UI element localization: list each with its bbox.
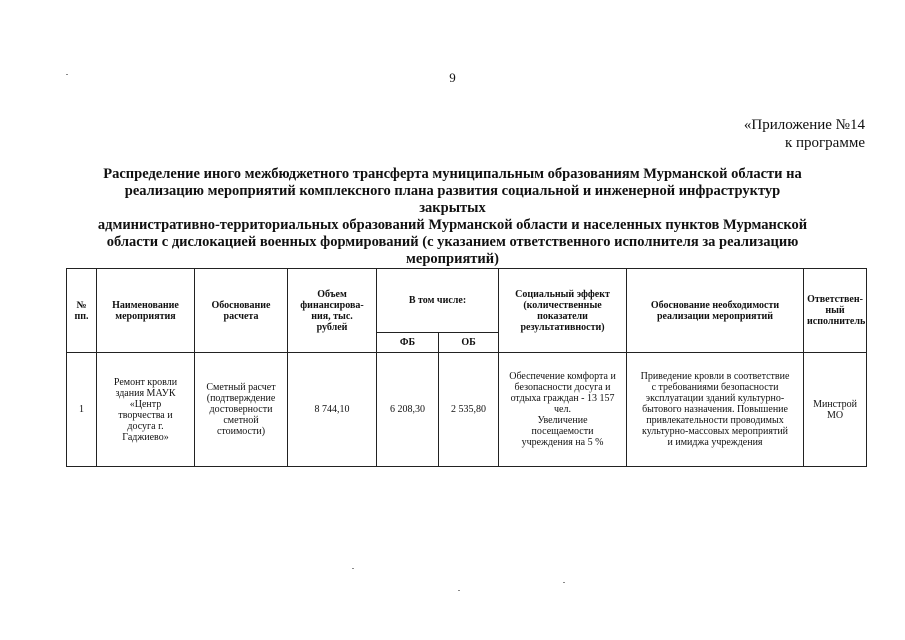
title-line: реализацию мероприятий комплексного плана развития социальной и инженерной инфраструктур закрытых: [124, 183, 781, 216]
scan-speck: [352, 568, 354, 569]
title-line: области с дислокацией военных формирований (с указанием ответственного исполнителя за реализацию: [106, 234, 799, 250]
header-volume: Объем финансирова- ния, тыс. рублей: [288, 269, 377, 353]
cell-volume: 8 744,10: [288, 353, 377, 467]
appendix-line: «Приложение №14: [743, 117, 865, 133]
header-including: В том числе:: [377, 269, 499, 333]
title-line: Распределение иного межбюджетного трансферта муниципальным образованиям Мурманской области на: [103, 166, 802, 182]
cell-basis: Сметный расчет (подтверждение достоверности сметной стоимости): [195, 353, 288, 467]
appendix-line: к программе: [784, 135, 865, 151]
cell-effect: Обеспечение комфорта и безопасности досуга и отдыха граждан - 13 157 чел. Увеличение посещаемости учреждения на 5 %: [499, 353, 627, 467]
table-row: [67, 353, 867, 467]
header-ob: ОБ: [439, 333, 499, 353]
scan-speck: [66, 74, 68, 75]
header-executor: Ответствен- ный исполнитель: [804, 269, 867, 353]
table-header-row: [67, 269, 867, 333]
document-title: [90, 166, 815, 268]
cell-necessity: Приведение кровли в соответствие с требованиями безопасности эксплуатации зданий культурно- бытового назначения. Повышение привлекательности проводимых культурно-массовых мероприятий и имиджа учреждения: [627, 353, 804, 467]
header-num: № пп.: [67, 269, 97, 353]
header-fb: ФБ: [377, 333, 439, 353]
scan-speck: [458, 590, 460, 591]
scan-speck: [563, 582, 565, 583]
title-line: мероприятий): [406, 251, 499, 267]
header-basis: Обоснование расчета: [195, 269, 288, 353]
header-necessity: Обоснование необходимости реализации мероприятий: [627, 269, 804, 353]
cell-name: Ремонт кровли здания МАУК «Центр творчества и досуга г. Гаджиево»: [97, 353, 195, 467]
distribution-table: [66, 268, 867, 467]
cell-ob: 2 535,80: [439, 353, 499, 467]
cell-executor: Минстрой МО: [804, 353, 867, 467]
header-name: Наименование мероприятия: [97, 269, 195, 353]
appendix-reference: [744, 116, 865, 152]
title-line: административно-территориальных образований Мурманской области и населенных пунктов Мурманской: [97, 217, 808, 233]
header-effect: Социальный эффект (количественные показатели результативности): [499, 269, 627, 353]
cell-num: 1: [67, 353, 97, 467]
cell-fb: 6 208,30: [377, 353, 439, 467]
page-number: 9: [449, 70, 456, 85]
